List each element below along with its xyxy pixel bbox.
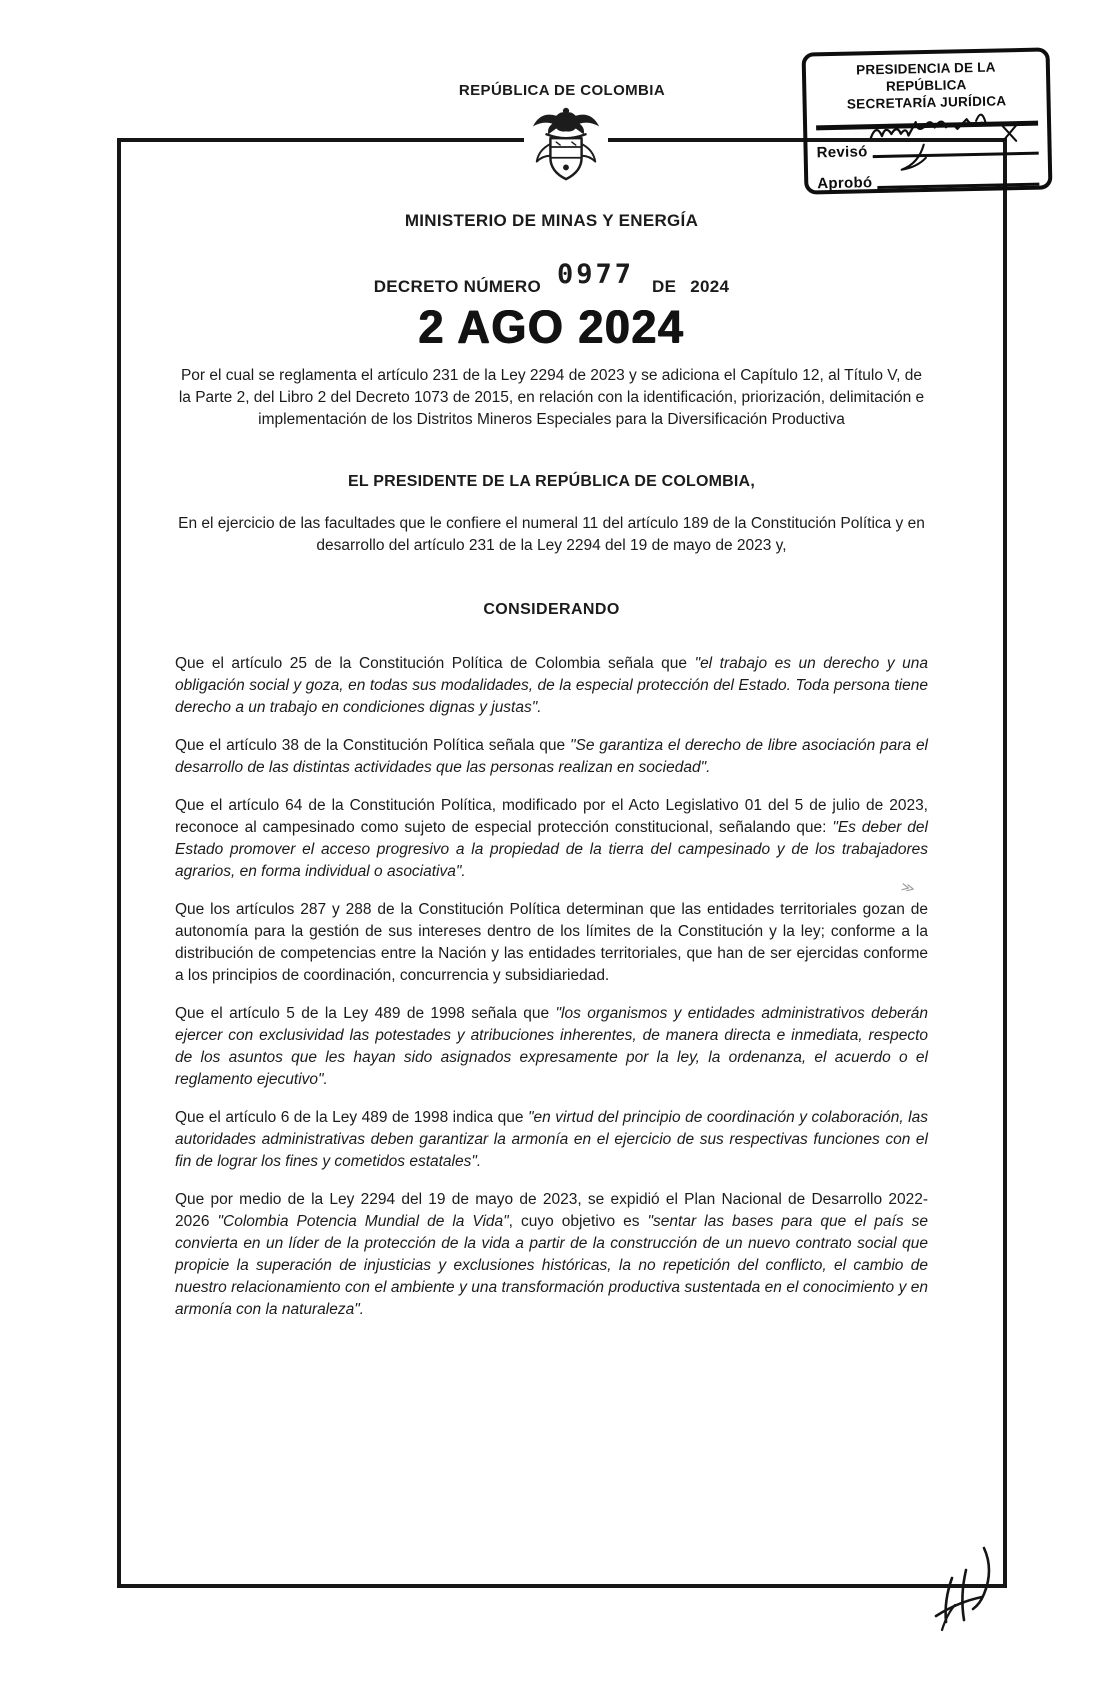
considering-paragraph-2: Que el artículo 38 de la Constitución Política señala que "Se garantiza el derecho de libre asociación para el desarrollo de las distintas actividades que las personas realizan en sociedad". xyxy=(175,737,929,776)
stamp-approved-row xyxy=(817,166,1039,193)
decree-number-line xyxy=(175,259,928,299)
coat-of-arms-icon xyxy=(524,101,608,195)
date-stamp: 2 AGO 2024 xyxy=(418,299,685,353)
powers-line: En el ejercicio de las facultades que le confiere el numeral 11 del artículo 189 de la Constitución Política y en desarrollo del artículo 231 de la Ley 2294 del 19 de mayo de 2023 y, xyxy=(178,515,925,554)
considering-paragraph-1: Que el artículo 25 de la Constitución Política de Colombia señala que "el trabajo es un derecho y una obligación social y goza, en todas sus modalidades, de la especial protección del Estado. Toda persona tiene derecho a un trabajo en condiciones dignas y justas". xyxy=(175,655,928,716)
decree-content xyxy=(117,138,1007,1321)
decree-subject: Por el cual se reglamenta el artículo 231 de la Ley 2294 de 2023 y se adiciona el Capítulo 12, al Título V, de la Parte 2, del Libro 2 del Decreto 1073 de 2015, en relación con la identificación, priorización, delimitación e implementación de los Distritos Mineros Especiales para la Diversificación Productiva xyxy=(178,367,925,428)
stamp-office-name: SECRETARÍA JURÍDICA xyxy=(846,93,1007,112)
stamp-approved-label: Aprobó xyxy=(817,174,873,193)
considering-paragraph-7: Que por medio de la Ley 2294 del 19 de mayo de 2023, se expidió el Plan Nacional de Desarrollo 2022- 2026 "Colombia Potencia Mundial de la Vida", cuyo objetivo es "sentar las bases para que el país se convierta en un líder de la protección de la vida a partir de la construcción de un nuevo contrato social que propicie la superación de injusticias y exclusiones históricas, la no repetición del conflicto, el cambio de nuestro relacionamiento con el ambiente y una transformación productiva sustentada en el conocimiento y en armonía con la naturaleza". xyxy=(175,1191,928,1318)
presidency-approval-stamp xyxy=(802,47,1053,194)
decree-year: 2024 xyxy=(690,277,730,296)
scan-artifact: ≫ xyxy=(899,878,917,897)
stamp-divider xyxy=(816,121,1038,131)
ministry-title: MINISTERIO DE MINAS Y ENERGÍA xyxy=(404,211,699,230)
stamp-reviewed-label: Revisó xyxy=(816,143,868,162)
decree-of-label: DE xyxy=(652,277,677,296)
issuer-line: EL PRESIDENTE DE LA REPÚBLICA DE COLOMBIA, xyxy=(348,473,755,490)
considering-paragraph-4: Que los artículos 287 y 288 de la Constitución Política determinan que las entidades territoriales gozan de autonomía para la gestión de sus intereses dentro de los límites de la Constitución y la ley; conforme a la distribución de competencias entre la Nación y las entidades territoriales, que han de ser ejercidas conforme a los principios de coordinación, concurrencia y subsidiariedad. xyxy=(175,901,928,984)
condor-emblem-icon xyxy=(527,101,605,191)
stamp-reviewed-row xyxy=(816,135,1038,162)
stamp-entity-name: PRESIDENCIA DE LA REPÚBLICA xyxy=(856,59,996,94)
considering-paragraph-3: Que el artículo 64 de la Constitución Política, modificado por el Acto Legislativo 01 del 5 de julio de 2023, reconoce al campesinado como sujeto de especial protección constitucional, señalando que: "Es deber del Estado promover el acceso progresivo a la propiedad de la tierra del campesinado y de los trabajadores agrarios, en forma individual o asociativa". xyxy=(175,797,928,880)
reviewed-underline xyxy=(873,152,1039,158)
handwritten-initials xyxy=(912,1540,1012,1652)
considering-paragraph-6: Que el artículo 6 de la Ley 489 de 1998 indica que "en virtud del principio de coordinación y colaboración, las autoridades administrativas deben garantizar la armonía en el ejercicio de sus respectivas funciones con el fin de lograr los fines y cometidos estatales". xyxy=(175,1109,928,1170)
considering-paragraph-5: Que el artículo 5 de la Ley 489 de 1998 señala que "los organismos y entidades administrativos deberán ejercer con exclusividad las potestades y atribuciones inherentes, de manera directa e inmediata, respecto de los asuntos que les hayan sido asignados expresamente por la ley, la ordenanza, el acuerdo o el reglamento ejecutivo". xyxy=(175,1005,928,1088)
considering-heading: CONSIDERANDO xyxy=(483,601,620,618)
decree-number-value: 0977 xyxy=(557,259,635,290)
decree-number-label: DECRETO NÚMERO xyxy=(373,277,541,296)
country-title: REPÚBLICA DE COLOMBIA xyxy=(458,82,666,99)
approved-underline xyxy=(877,183,1039,189)
